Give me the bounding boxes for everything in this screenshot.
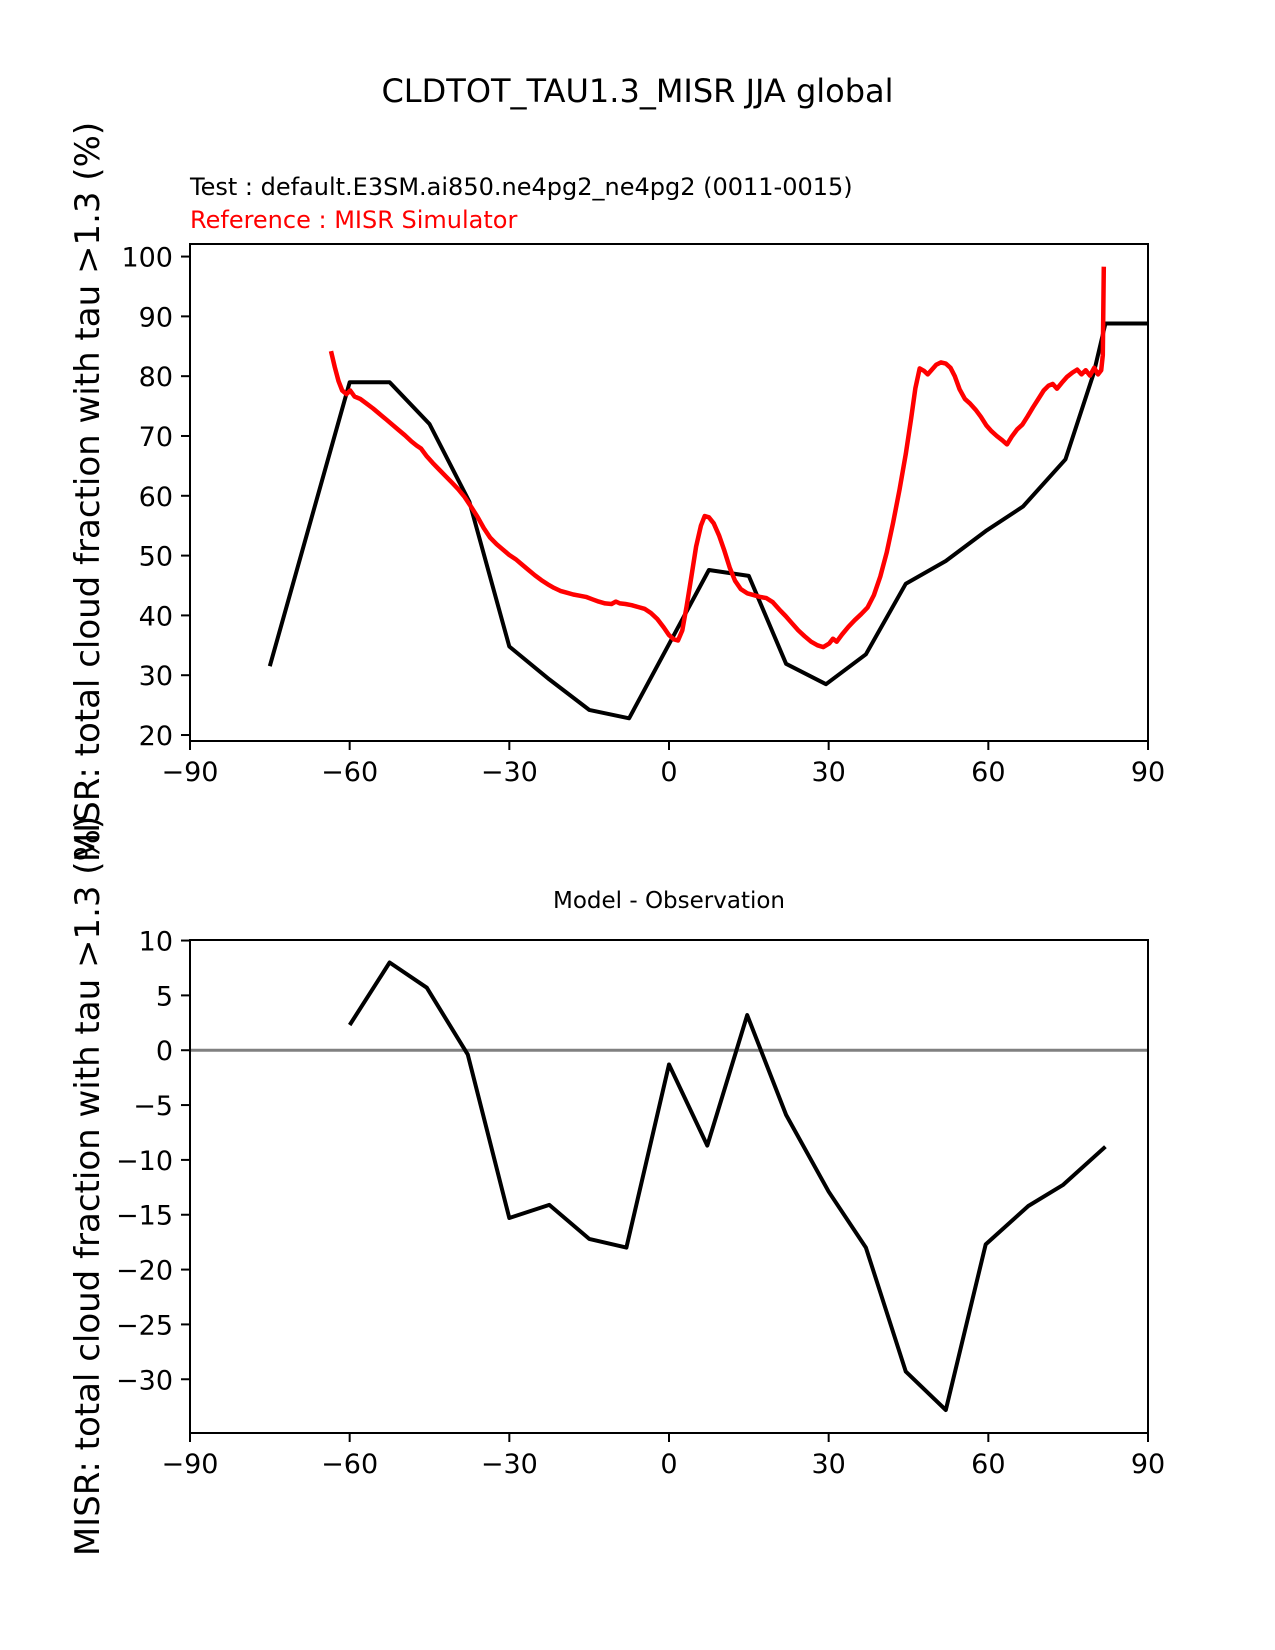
svg-text:5: 5	[155, 981, 173, 1013]
svg-text:40: 40	[138, 601, 173, 633]
svg-text:30: 30	[138, 661, 173, 693]
svg-text:30: 30	[811, 1449, 846, 1480]
svg-text:100: 100	[121, 242, 173, 274]
svg-text:30: 30	[811, 757, 846, 788]
svg-text:90: 90	[138, 302, 173, 334]
svg-text:−60: −60	[321, 757, 379, 788]
svg-text:−5: −5	[133, 1091, 173, 1123]
svg-text:−90: −90	[161, 1449, 219, 1480]
svg-text:50: 50	[138, 541, 173, 573]
test-run-label: Test : default.E3SM.ai850.ne4pg2_ne4pg2 (0011-0015)	[190, 173, 853, 201]
svg-text:−15: −15	[116, 1200, 173, 1232]
svg-text:−10: −10	[116, 1145, 173, 1177]
svg-text:0: 0	[660, 1449, 678, 1480]
svg-text:−20: −20	[116, 1255, 173, 1287]
svg-text:60: 60	[971, 1449, 1006, 1480]
difference-chart-title: Model - Observation	[552, 888, 786, 914]
svg-text:−60: −60	[321, 1449, 379, 1480]
svg-text:60: 60	[971, 757, 1006, 788]
y-axis-label-bottom: MISR: total cloud fraction with tau >1.3 (%)	[68, 815, 108, 1557]
svg-text:20: 20	[138, 721, 173, 753]
model-minus-observation-chart	[100, 926, 1175, 1526]
svg-text:−30: −30	[116, 1365, 173, 1397]
svg-text:90: 90	[1130, 1449, 1166, 1480]
page-title: CLDTOT_TAU1.3_MISR JJA global	[381, 72, 894, 110]
zonal-mean-chart	[100, 230, 1175, 820]
svg-text:70: 70	[138, 421, 173, 453]
svg-text:80: 80	[138, 362, 173, 394]
reference-run-label: Reference : MISR Simulator	[190, 206, 518, 234]
svg-text:−30: −30	[480, 757, 538, 788]
svg-text:−25: −25	[116, 1310, 173, 1342]
svg-text:60: 60	[138, 481, 173, 513]
svg-text:−30: −30	[480, 1449, 538, 1480]
svg-text:10: 10	[138, 926, 173, 958]
y-axis-label-top: MISR: total cloud fraction with tau >1.3 (%)	[68, 121, 108, 863]
svg-text:0: 0	[155, 1036, 173, 1068]
svg-text:90: 90	[1130, 757, 1166, 788]
svg-text:0: 0	[660, 757, 678, 788]
svg-text:−90: −90	[161, 757, 219, 788]
